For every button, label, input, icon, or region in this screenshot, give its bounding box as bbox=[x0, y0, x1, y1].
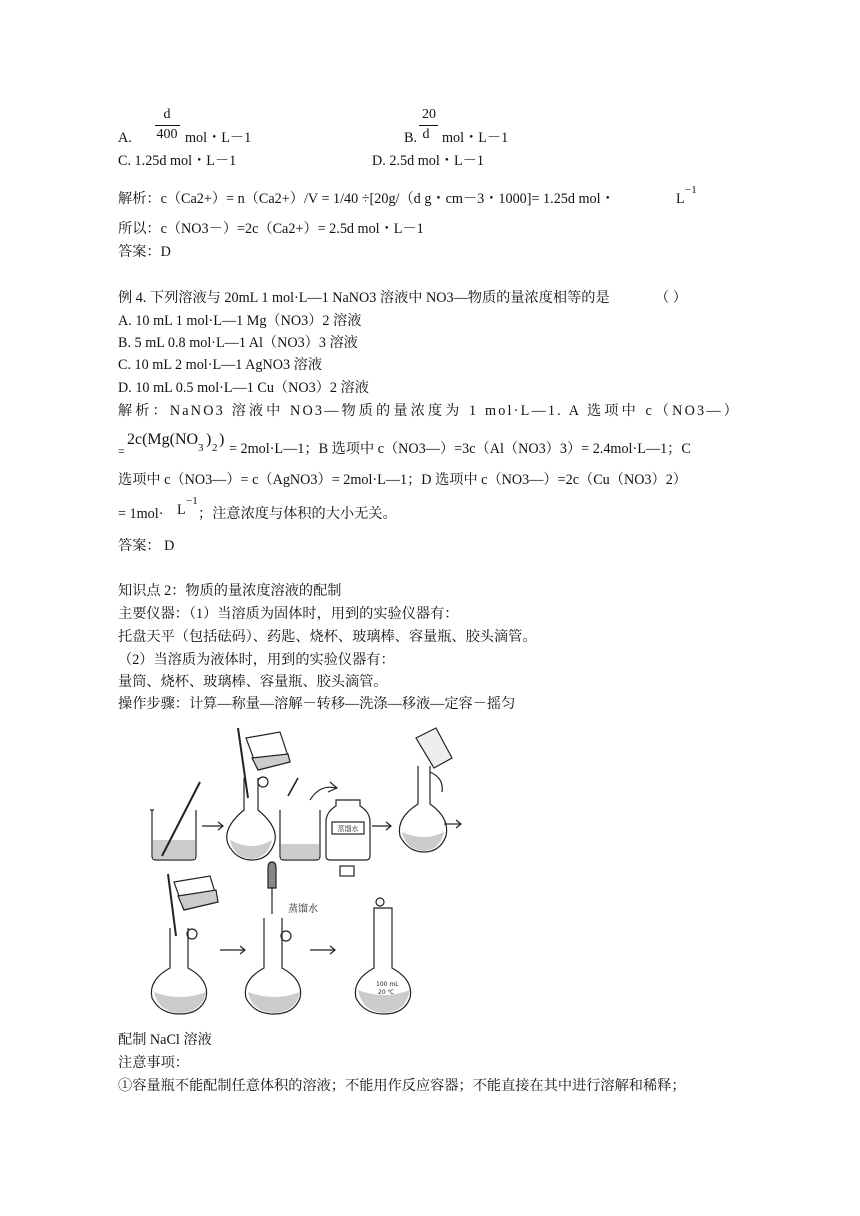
beaker-icon bbox=[280, 810, 320, 860]
instruments-solid: 主要仪器：（1）当溶质为固体时，用到的实验仪器有： bbox=[118, 606, 459, 622]
example4-option-a: A. 10 mL 1 mol·L—1 Mg（NO3）2 溶液 bbox=[118, 313, 362, 329]
arrow-icon bbox=[220, 946, 245, 954]
example4-analysis-line1: 解析：NaNO3 溶液中 NO3—物质的量浓度为 1 mol·L—1. A 选项中 c（NO3—） bbox=[118, 403, 740, 419]
formula-subscript-3: 3 bbox=[198, 442, 204, 454]
example4-option-c: C. 10 mL 2 mol·L—1 AgNO3 溶液 bbox=[118, 357, 323, 373]
volumetric-flask-icon bbox=[355, 898, 410, 1014]
figure-caption: 配制 NaCl 溶液 bbox=[118, 1032, 212, 1048]
instruments-liquid: （2）当溶质为液体时，用到的实验仪器有： bbox=[118, 652, 395, 668]
option-d: D. 2.5d mol・L－1 bbox=[372, 153, 484, 169]
formula-subscript-2: 2 bbox=[212, 442, 218, 454]
example4-option-d: D. 10 mL 0.5 mol·L—1 Cu（NO3）2 溶液 bbox=[118, 380, 369, 396]
option-c: C. 1.25d mol・L－1 bbox=[118, 153, 237, 169]
option-a-numerator: d bbox=[163, 107, 171, 122]
line4-prefix: = 1mol· bbox=[118, 506, 164, 522]
fraction-bar bbox=[419, 125, 438, 126]
arrow-icon bbox=[202, 822, 223, 830]
bottle-label: 蒸馏水 bbox=[337, 825, 359, 833]
example3-analysis: 解析：c（Ca2+）= n（Ca2+）/V = 1/40 ÷[20g/（d g・cm－3・1000]= 1.25d mol・ bbox=[118, 191, 615, 207]
instruments-liquid-list: 量筒、烧杯、玻璃棒、容量瓶、胶头滴管。 bbox=[118, 674, 388, 690]
solution-preparation-figure bbox=[140, 718, 480, 1018]
option-b-unit: mol・L－1 bbox=[442, 130, 509, 146]
procedure-steps: 操作步骤：计算—称量—溶解－转移—洗涤—移液—定容－摇匀 bbox=[118, 696, 516, 712]
analysis-unit-superscript: −1 bbox=[685, 184, 697, 196]
transfer-to-flask-icon-2 bbox=[151, 874, 218, 1014]
example4-answer: 答案： D bbox=[118, 538, 175, 554]
fraction-bar bbox=[155, 125, 180, 126]
dropper-flask-icon bbox=[245, 862, 318, 1014]
arrow-icon bbox=[372, 822, 391, 830]
notes-title: 注意事项： bbox=[118, 1055, 189, 1071]
option-b-denominator: d bbox=[422, 127, 430, 142]
shake-flask-icon bbox=[399, 728, 452, 852]
distilled-water-bottle-icon bbox=[326, 800, 370, 876]
flask-volume-label: 100 mL bbox=[376, 981, 399, 988]
beaker-stirring-icon bbox=[150, 782, 200, 860]
dropper-label: 蒸馏水 bbox=[288, 904, 318, 915]
example4-answer-paren: （ ） bbox=[655, 290, 687, 306]
equals-sign: = bbox=[118, 444, 125, 458]
option-a-unit: mol・L－1 bbox=[185, 130, 252, 146]
option-a-label: A. bbox=[118, 130, 132, 146]
flask-temp-label: 20 ℃ bbox=[378, 989, 395, 996]
line4-suffix: ；注意浓度与体积的大小无关。 bbox=[198, 506, 397, 522]
formula-close-paren: ) bbox=[206, 431, 212, 448]
note-1: ①容量瓶不能配制任意体积的溶液；不能用作反应容器；不能直接在其中进行溶解和稀释； bbox=[118, 1078, 686, 1094]
example4-analysis-line2-tail: = 2mol·L—1；B 选项中 c（NO3—）=3c（Al（NO3）3）= 2.4mol·L—1；C bbox=[229, 441, 691, 457]
example3-therefore: 所以：c（NO3－）=2c（Ca2+）= 2.5d mol・L－1 bbox=[118, 221, 424, 237]
analysis-unit-L: L bbox=[676, 191, 685, 207]
curved-arrow-icon bbox=[310, 787, 336, 800]
instruments-solid-list: 托盘天平（包括砝码）、药匙、烧杯、玻璃棒、容量瓶、胶头滴管。 bbox=[118, 629, 537, 645]
example4-analysis-line3: 选项中 c（NO3—）= c（AgNO3）= 2mol·L—1；D 选项中 c（NO3—）=2c（Cu（NO3）2） bbox=[118, 472, 687, 488]
example4-question: 例 4. 下列溶液与 20mL 1 mol·L—1 NaNO3 溶液中 NO3—物质的量浓度相等的是 bbox=[118, 290, 610, 306]
mg-formula: 2c(Mg(NO bbox=[127, 431, 199, 448]
option-b-label: B. bbox=[404, 130, 418, 146]
wash-squirt-icon bbox=[288, 778, 298, 796]
knowledge2-title: 知识点 2：物质的量浓度溶液的配制 bbox=[118, 583, 342, 599]
example3-answer: 答案：D bbox=[118, 244, 171, 260]
formula-close-paren-2: ) bbox=[219, 431, 225, 448]
option-a-denominator: 400 bbox=[156, 127, 178, 142]
line4-unit-superscript: −1 bbox=[186, 495, 198, 507]
arrow-icon bbox=[310, 946, 335, 954]
line4-unit-L: L bbox=[177, 502, 186, 518]
option-b-numerator: 20 bbox=[422, 107, 436, 122]
example4-option-b: B. 5 mL 0.8 mol·L—1 Al（NO3）3 溶液 bbox=[118, 335, 358, 351]
